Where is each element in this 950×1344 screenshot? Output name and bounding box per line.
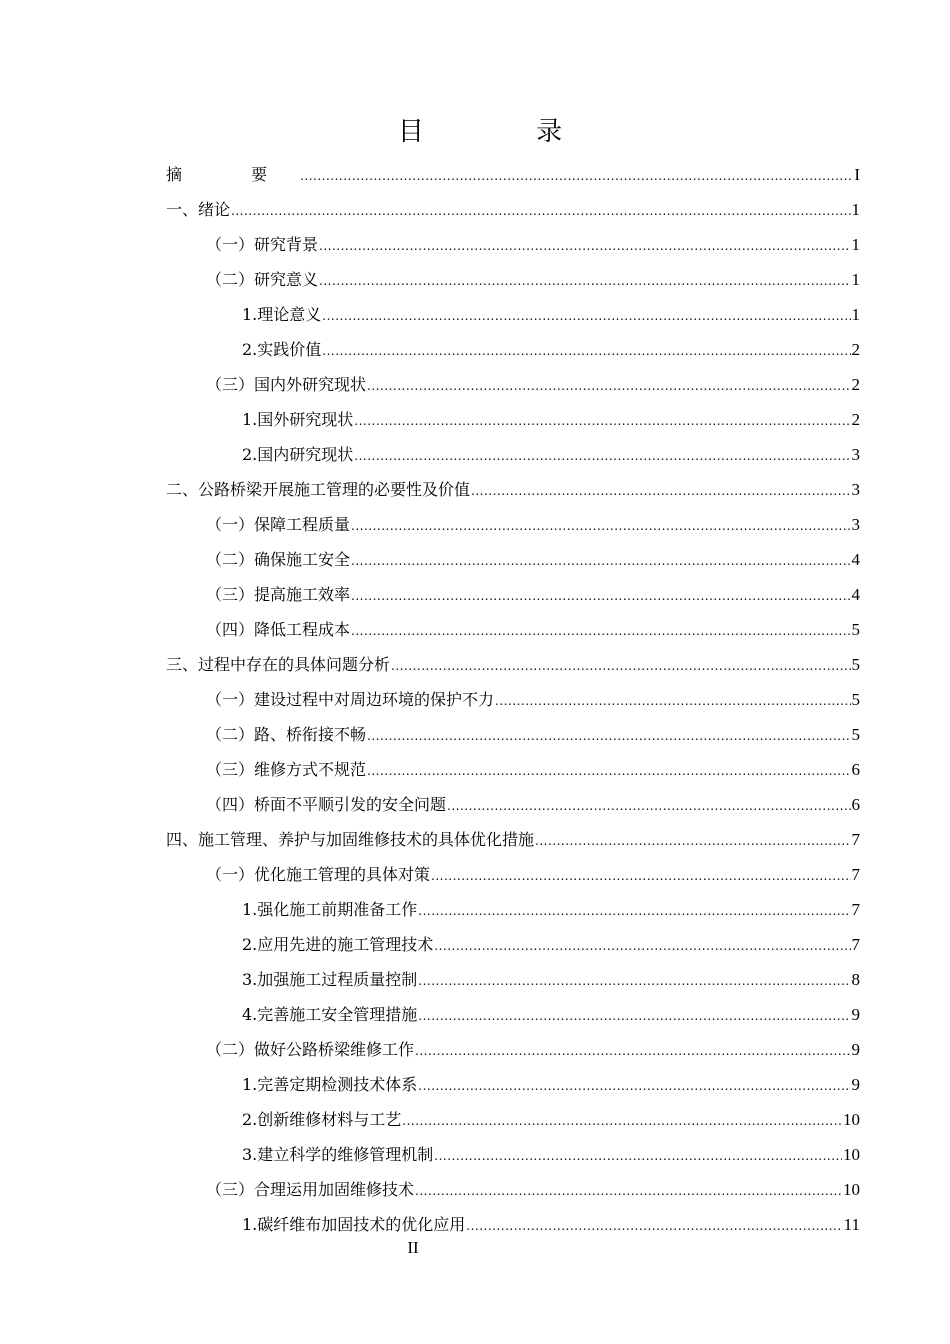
toc-entry[interactable] — [166, 1067, 860, 1102]
toc-entry-title: 摘 要 — [166, 165, 300, 184]
toc-dot-leader — [354, 404, 850, 439]
toc-entry-title: 二、公路桥梁开展施工管理的必要性及价值 — [166, 480, 471, 499]
toc-entry-page: 1 — [851, 200, 860, 219]
toc-entry-page: 1 — [851, 270, 860, 289]
toc-entry[interactable] — [166, 682, 860, 717]
toc-entry-page: 3 — [851, 480, 860, 499]
toc-dot-leader — [231, 194, 850, 229]
toc-entry-page: 5 — [851, 725, 860, 744]
toc-dot-leader — [418, 1069, 850, 1104]
toc-dot-leader — [434, 1139, 842, 1174]
toc-entry-page: 2 — [851, 340, 860, 359]
toc-entry-page: 11 — [843, 1215, 860, 1234]
toc-entry-page: 7 — [851, 900, 860, 919]
toc-entry[interactable] — [166, 787, 860, 822]
toc-entry[interactable] — [166, 1032, 860, 1067]
toc-entry[interactable] — [166, 262, 860, 297]
toc-entry[interactable] — [166, 857, 860, 892]
toc-entry-page: 8 — [851, 970, 860, 989]
toc-entry-page: 1 — [851, 305, 860, 324]
toc-entry-title: （二）路、桥衔接不畅 — [206, 725, 367, 744]
toc-entry-page: 4 — [851, 550, 860, 569]
toc-dot-leader — [495, 684, 850, 719]
toc-entry[interactable] — [166, 507, 860, 542]
toc-entry-page: 3 — [851, 445, 860, 464]
toc-entry[interactable] — [166, 297, 860, 332]
toc-entry-title: 1.强化施工前期准备工作 — [242, 900, 418, 919]
toc-entry[interactable] — [166, 192, 860, 227]
toc-entry-page: 5 — [851, 655, 860, 674]
toc-entry-page: 2 — [851, 410, 860, 429]
toc-entry-title: 4.完善施工安全管理措施 — [242, 1005, 418, 1024]
toc-entry[interactable] — [166, 542, 860, 577]
toc-entry-page: I — [854, 165, 860, 184]
toc-entry[interactable] — [166, 472, 860, 507]
toc-dot-leader — [418, 964, 850, 999]
toc-entry-title: （一）研究背景 — [206, 235, 319, 254]
toc-entry[interactable] — [166, 997, 860, 1032]
toc-entry[interactable] — [166, 332, 860, 367]
toc-dot-leader — [351, 579, 850, 614]
toc-dot-leader — [322, 334, 850, 369]
toc-entry-page: 10 — [843, 1145, 860, 1164]
toc-entry-page: 7 — [851, 935, 860, 954]
toc-entry-page: 4 — [851, 585, 860, 604]
toc-entry-title: 2.实践价值 — [242, 340, 322, 359]
toc-entry-title: （二）确保施工安全 — [206, 550, 351, 569]
toc-entry-title: 1.完善定期检测技术体系 — [242, 1075, 418, 1094]
toc-dot-leader — [471, 474, 850, 509]
toc-entry-page: 5 — [851, 690, 860, 709]
toc-entry-page: 5 — [851, 620, 860, 639]
toc-entry-title: 2.创新维修材料与工艺 — [242, 1110, 402, 1129]
toc-dot-leader — [367, 719, 850, 754]
toc-entry-title: 三、过程中存在的具体问题分析 — [166, 655, 391, 674]
toc-entry-title: （二）研究意义 — [206, 270, 319, 289]
toc-entry[interactable] — [166, 367, 860, 402]
page-title: 目 录 — [397, 117, 615, 147]
toc-entry-page: 9 — [851, 1075, 860, 1094]
toc-entry[interactable] — [166, 962, 860, 997]
toc-entry-page: 2 — [851, 375, 860, 394]
toc-entry-title: 2.应用先进的施工管理技术 — [242, 935, 434, 954]
toc-dot-leader — [319, 229, 850, 264]
toc-entry-page: 9 — [851, 1040, 860, 1059]
toc-dot-leader — [415, 1034, 850, 1069]
toc-dot-leader — [322, 299, 850, 334]
toc-entry[interactable] — [166, 717, 860, 752]
toc-entry-title: （三）合理运用加固维修技术 — [206, 1180, 415, 1199]
toc-entry[interactable] — [166, 647, 860, 682]
toc-entry-page: 6 — [851, 795, 860, 814]
toc-entry-title: 1.碳纤维布加固技术的优化应用 — [242, 1215, 466, 1234]
toc-entry-page: 10 — [843, 1110, 860, 1129]
toc-entry[interactable] — [166, 752, 860, 787]
toc-entry[interactable] — [166, 927, 860, 962]
toc-dot-leader — [319, 264, 850, 299]
toc-entry-title: （三）国内外研究现状 — [206, 375, 367, 394]
toc-dot-leader — [418, 999, 850, 1034]
toc-entry-page: 9 — [851, 1005, 860, 1024]
toc-entry-title: 一、绪论 — [166, 200, 231, 219]
toc-entry-page: 1 — [851, 235, 860, 254]
toc-entry-title: 3.建立科学的维修管理机制 — [242, 1145, 434, 1164]
toc-dot-leader — [351, 614, 850, 649]
toc-entry[interactable] — [166, 402, 860, 437]
toc-dot-leader — [367, 369, 850, 404]
toc-entry[interactable] — [166, 227, 860, 262]
toc-entry[interactable] — [166, 1207, 860, 1242]
toc-entry-title: （四）降低工程成本 — [206, 620, 351, 639]
toc-dot-leader — [434, 929, 850, 964]
toc-entry[interactable] — [166, 1137, 860, 1172]
toc-dot-leader — [418, 894, 850, 929]
toc-entry-title: （一）优化施工管理的具体对策 — [206, 865, 431, 884]
toc-dot-leader — [402, 1104, 842, 1139]
toc-entry[interactable] — [166, 892, 860, 927]
toc-dot-leader — [300, 159, 853, 194]
toc-entry[interactable] — [166, 1172, 860, 1207]
toc-entry-page: 3 — [851, 515, 860, 534]
page-number: II — [407, 1238, 419, 1257]
toc-dot-leader — [351, 544, 850, 579]
toc-entry-title: 四、施工管理、养护与加固维修技术的具体优化措施 — [166, 830, 535, 849]
toc-entry-title: （三）提高施工效率 — [206, 585, 351, 604]
toc-entry-page: 6 — [851, 760, 860, 779]
toc-entry-title: （四）桥面不平顺引发的安全问题 — [206, 795, 447, 814]
toc-entry-title: 1.国外研究现状 — [242, 410, 354, 429]
toc-dot-leader — [415, 1174, 842, 1209]
toc-dot-leader — [447, 789, 850, 824]
toc-dot-leader — [351, 509, 850, 544]
toc-dot-leader — [367, 754, 850, 789]
toc-entry[interactable] — [166, 157, 860, 192]
toc-entry[interactable] — [166, 612, 860, 647]
toc-entry-title: （一）保障工程质量 — [206, 515, 351, 534]
toc-entry-title: （二）做好公路桥梁维修工作 — [206, 1040, 415, 1059]
toc-dot-leader — [535, 824, 850, 859]
toc-entry[interactable] — [166, 1102, 860, 1137]
toc-entry[interactable] — [166, 577, 860, 612]
table-of-contents — [166, 157, 860, 1242]
toc-entry-title: 1.理论意义 — [242, 305, 322, 324]
toc-entry-title: 3.加强施工过程质量控制 — [242, 970, 418, 989]
toc-entry-title: 2.国内研究现状 — [242, 445, 354, 464]
toc-dot-leader — [431, 859, 850, 894]
toc-entry-page: 7 — [851, 865, 860, 884]
toc-entry[interactable] — [166, 822, 860, 857]
toc-entry-title: （一）建设过程中对周边环境的保护不力 — [206, 690, 495, 709]
toc-entry[interactable] — [166, 437, 860, 472]
toc-dot-leader — [391, 649, 850, 684]
toc-entry-page: 7 — [851, 830, 860, 849]
toc-dot-leader — [354, 439, 850, 474]
toc-entry-page: 10 — [843, 1180, 860, 1199]
toc-entry-title: （三）维修方式不规范 — [206, 760, 367, 779]
